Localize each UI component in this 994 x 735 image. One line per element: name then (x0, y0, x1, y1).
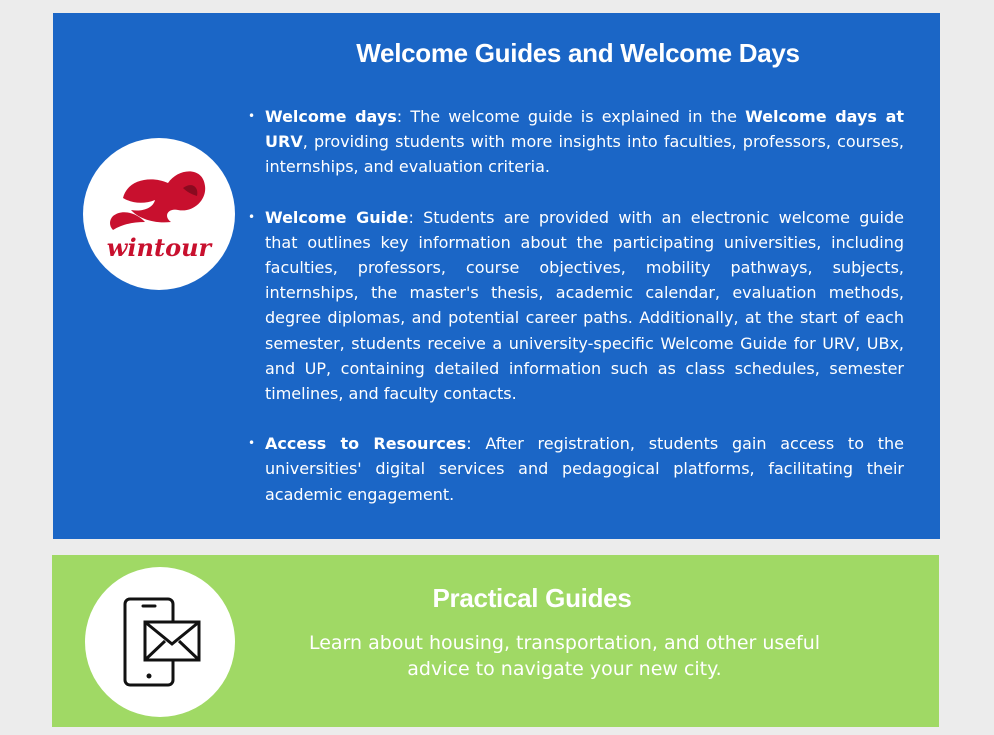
wintour-logo (83, 138, 235, 290)
phone-mail-icon (121, 597, 201, 687)
practical-guides-title[interactable]: Practical Guides (432, 583, 632, 613)
list-item: • Welcome days: The welcome guide is explained in the Welcome days at URV, providing students with more insights into faculties, professors, courses, internships, and evaluation criteria. (265, 104, 904, 180)
welcome-bullet-list (265, 104, 904, 532)
practical-guides-panel[interactable] (52, 555, 939, 727)
item-highlight: Welcome days at URV (265, 107, 905, 152)
welcome-section-title: Welcome Guides and Welcome Days (356, 38, 800, 68)
welcome-guides-panel (53, 13, 940, 539)
item-label: Welcome Guide (265, 207, 409, 227)
list-item: • Welcome Guide: Students are provided with an electronic welcome guide that outlines key information about the participating universities, including faculties, professors, course objectives, mobility pathways, subjects, internships, the master's thesis, academic calendar, evaluation methods, degree diplomas, and potential career paths. Additionally, at the start of each semester, students receive a university-specific Welcome Guide for URV, UBx, and UP, containing detailed information such as class schedules, semester timelines, and faculty contacts. (265, 205, 904, 407)
list-item: • Access to Resources: After registration, students gain access to the universities' digital services and pedagogical platforms, facilitating their academic engagement. (265, 431, 904, 507)
logo-wordmark: wintour (106, 233, 212, 262)
item-label: Access to Resources (265, 434, 467, 454)
phone-mail-icon-circle (85, 567, 235, 717)
wintour-logo-icon (83, 138, 235, 290)
item-label: Welcome days (265, 107, 397, 126)
practical-guides-description: Learn about housing, transportation, and other useful advice to navigate your new city. (308, 632, 821, 680)
